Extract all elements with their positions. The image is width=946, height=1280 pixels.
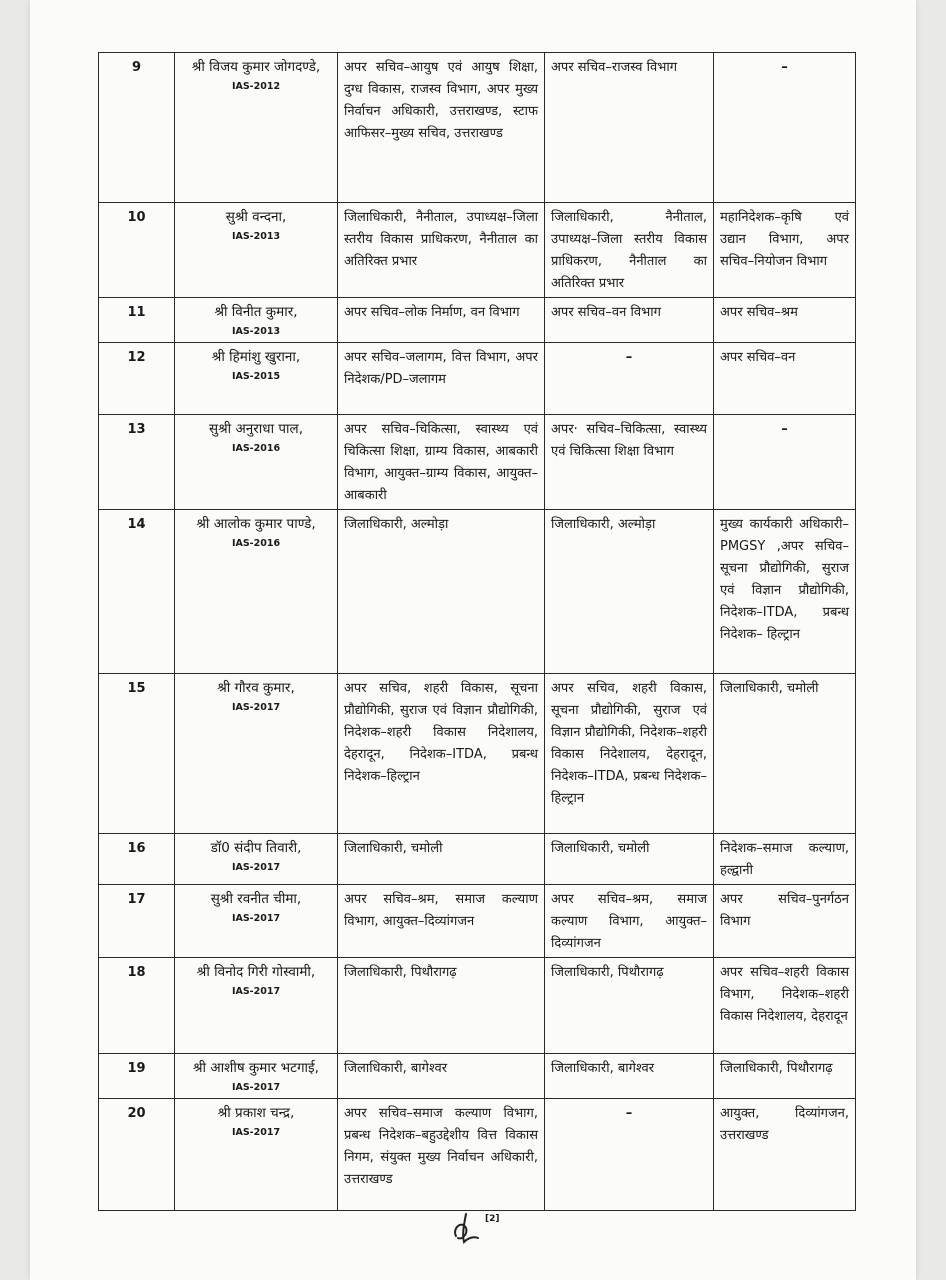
transfer-table-body <box>99 53 856 1211</box>
current-post: अपर सचिव–लोक निर्माण, वन विभाग <box>338 298 545 343</box>
officer-cell <box>175 53 338 203</box>
officer-name: श्री विजय कुमार जोगदण्डे, <box>191 59 321 75</box>
officer-batch: IAS-2013 <box>231 231 281 242</box>
new-post: महानिदेशक–कृषि एवं उद्यान विभाग, अपर सचिव–नियोजन विभाग <box>714 203 856 298</box>
officer-name: श्री प्रकाश चन्द्र, <box>217 1105 295 1121</box>
officer-batch: IAS-2013 <box>231 326 281 337</box>
table-row <box>99 834 856 885</box>
current-post: जिलाधिकारी, नैनीताल, उपाध्यक्ष–जिला स्तरीय विकास प्राधिकरण, नैनीताल का अतिरिक्त प्रभार <box>338 203 545 298</box>
retained-post: जिलाधिकारी, चमोली <box>545 834 714 885</box>
current-post: जिलाधिकारी, अल्मोड़ा <box>338 510 545 674</box>
new-post: – <box>714 415 856 510</box>
serial-number: 9 <box>99 53 175 203</box>
officer-name: श्री आशीष कुमार भटगाई, <box>193 1060 319 1076</box>
officer-cell <box>175 1099 338 1211</box>
officer-name: सुश्री वन्दना, <box>225 209 287 225</box>
officer-cell <box>175 958 338 1054</box>
new-post: जिलाधिकारी, पिथौरागढ़ <box>714 1054 856 1099</box>
serial-number: 11 <box>99 298 175 343</box>
officer-cell <box>175 203 338 298</box>
new-post: जिलाधिकारी, चमोली <box>714 674 856 834</box>
table-row <box>99 298 856 343</box>
officer-name: श्री विनोद गिरी गोस्वामी, <box>196 964 316 980</box>
retained-post: अपर सचिव–वन विभाग <box>545 298 714 343</box>
new-post: अपर सचिव–शहरी विकास विभाग, निदेशक–शहरी विकास निदेशालय, देहरादून <box>714 958 856 1054</box>
serial-number: 12 <box>99 343 175 415</box>
new-post: अपर सचिव–श्रम <box>714 298 856 343</box>
current-post: अपर सचिव–चिकित्सा, स्वास्थ्य एवं चिकित्सा शिक्षा, ग्राम्य विकास, आबकारी विभाग, आयुक्त–ग्राम्य विकास, आयुक्त–आबकारी <box>338 415 545 510</box>
retained-post: जिलाधिकारी, अल्मोड़ा <box>545 510 714 674</box>
transfer-table <box>98 52 856 1211</box>
retained-post: जिलाधिकारी, पिथौरागढ़ <box>545 958 714 1054</box>
new-post: अपर सचिव–वन <box>714 343 856 415</box>
officer-name: श्री आलोक कुमार पाण्डे, <box>196 516 316 532</box>
new-post: अपर सचिव–पुनर्गठन विभाग <box>714 885 856 958</box>
officer-cell <box>175 298 338 343</box>
officer-batch: IAS-2017 <box>231 1127 281 1138</box>
officer-name: श्री विनीत कुमार, <box>214 304 298 320</box>
new-post: आयुक्त, दिव्यांगजन, उत्तराखण्ड <box>714 1099 856 1211</box>
retained-post: अपर सचिव–श्रम, समाज कल्याण विभाग, आयुक्त–दिव्यांगजन <box>545 885 714 958</box>
officer-cell <box>175 415 338 510</box>
officer-batch: IAS-2017 <box>231 913 281 924</box>
officer-name: सुश्री अनुराधा पाल, <box>209 421 303 437</box>
officer-batch: IAS-2012 <box>231 81 281 92</box>
officer-cell <box>175 674 338 834</box>
table-row <box>99 958 856 1054</box>
officer-cell <box>175 343 338 415</box>
serial-number: 15 <box>99 674 175 834</box>
retained-post: अपर सचिव–राजस्व विभाग <box>545 53 714 203</box>
current-post: अपर सचिव–आयुष एवं आयुष शिक्षा, दुग्ध विकास, राजस्व विभाग, अपर मुख्य निर्वाचन अधिकारी, उत्तराखण्ड, स्टाफ आफिसर–मुख्य सचिव, उत्तराखण्ड <box>338 53 545 203</box>
retained-post: – <box>545 1099 714 1211</box>
serial-number: 18 <box>99 958 175 1054</box>
table-row <box>99 674 856 834</box>
officer-batch: IAS-2017 <box>231 862 281 873</box>
officer-batch: IAS-2017 <box>231 1082 281 1093</box>
new-post: – <box>714 53 856 203</box>
officer-batch: IAS-2017 <box>231 986 281 997</box>
retained-post: – <box>545 343 714 415</box>
serial-number: 17 <box>99 885 175 958</box>
retained-post: जिलाधिकारी, बागेश्वर <box>545 1054 714 1099</box>
current-post: जिलाधिकारी, पिथौरागढ़ <box>338 958 545 1054</box>
retained-post: अपर सचिव, शहरी विकास, सूचना प्रौद्योगिकी, सुराज एवं विज्ञान प्रौद्योगिकी, निदेशक–शहरी विकास निदेशालय, देहरादून, निदेशक–ITDA, प्रबन्ध निदेशक–हिल्ट्रान <box>545 674 714 834</box>
serial-number: 20 <box>99 1099 175 1211</box>
serial-number: 16 <box>99 834 175 885</box>
serial-number: 14 <box>99 510 175 674</box>
officer-name: सुश्री रवनीत चीमा, <box>210 891 302 907</box>
table-row <box>99 1054 856 1099</box>
retained-post: अपर· सचिव–चिकित्सा, स्वास्थ्य एवं चिकित्सा शिक्षा विभाग <box>545 415 714 510</box>
current-post: अपर सचिव–श्रम, समाज कल्याण विभाग, आयुक्त–दिव्यांगजन <box>338 885 545 958</box>
officer-name: श्री गौरव कुमार, <box>217 680 295 696</box>
retained-post: जिलाधिकारी, नैनीताल, उपाध्यक्ष–जिला स्तरीय विकास प्राधिकरण, नैनीताल का अतिरिक्त प्रभार <box>545 203 714 298</box>
current-post: अपर सचिव–समाज कल्याण विभाग, प्रबन्ध निदेशक–बहुउद्देशीय वित्त विकास निगम, संयुक्त मुख्य निर्वाचन अधिकारी, उत्तराखण्ड <box>338 1099 545 1211</box>
new-post: निदेशक–समाज कल्याण, हल्द्वानी <box>714 834 856 885</box>
current-post: अपर सचिव–जलागम, वित्त विभाग, अपर निदेशक/PD–जलागम <box>338 343 545 415</box>
table-row <box>99 343 856 415</box>
officer-name: श्री हिमांशु खुराना, <box>211 349 301 365</box>
current-post: जिलाधिकारी, चमोली <box>338 834 545 885</box>
serial-number: 10 <box>99 203 175 298</box>
document-page <box>30 0 916 1280</box>
table-row <box>99 415 856 510</box>
officer-cell <box>175 1054 338 1099</box>
table-row <box>99 1099 856 1211</box>
current-post: जिलाधिकारी, बागेश्वर <box>338 1054 545 1099</box>
serial-number: 13 <box>99 415 175 510</box>
table-row <box>99 53 856 203</box>
officer-batch: IAS-2016 <box>231 443 281 454</box>
page-number: [2] <box>485 1214 500 1224</box>
officer-batch: IAS-2016 <box>231 538 281 549</box>
current-post: अपर सचिव, शहरी विकास, सूचना प्रौद्योगिकी, सुराज एवं विज्ञान प्रौद्योगिकी, निदेशक–शहरी विकास निदेशालय, देहरादून, निदेशक–ITDA, प्रबन्ध निदेशक–हिल्ट्रान <box>338 674 545 834</box>
table-row <box>99 510 856 674</box>
officer-batch: IAS-2015 <box>231 371 281 382</box>
new-post: मुख्य कार्यकारी अधिकारी–PMGSY ,अपर सचिव–सूचना प्रौद्योगिकी, सुराज एवं विज्ञान प्रौद्योगिकी, निदेशक–ITDA, प्रबन्ध निदेशक– हिल्ट्रान <box>714 510 856 674</box>
officer-cell <box>175 834 338 885</box>
officer-cell <box>175 885 338 958</box>
table-row <box>99 203 856 298</box>
officer-cell <box>175 510 338 674</box>
table-row <box>99 885 856 958</box>
officer-name: डॉ0 संदीप तिवारी, <box>210 840 302 856</box>
officer-batch: IAS-2017 <box>231 702 281 713</box>
serial-number: 19 <box>99 1054 175 1099</box>
